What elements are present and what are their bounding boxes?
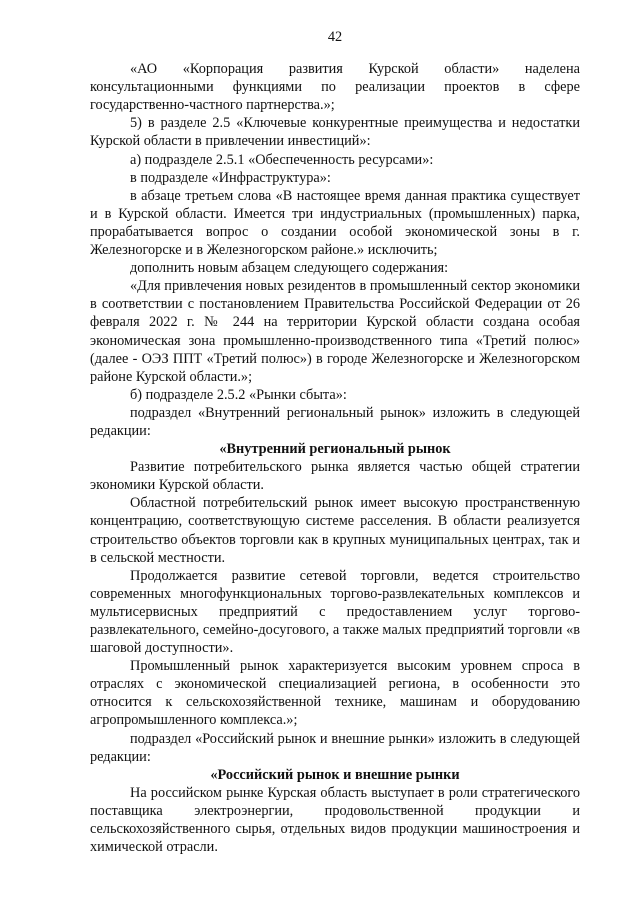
paragraph: подраздел «Российский рынок и внешние рынки» изложить в следующей редакции:: [90, 730, 580, 765]
paragraph: б) подразделе 2.5.2 «Рынки сбыта»:: [130, 386, 347, 403]
paragraph: в подразделе «Инфраструктура»:: [130, 169, 331, 186]
paragraph: Развитие потребительского рынка является частью общей стратегии экономики Курской области.: [90, 459, 580, 494]
paragraph: дополнить новым абзацем следующего содержания:: [130, 260, 449, 277]
paragraph: «Для привлечения новых резидентов в промышленный сектор экономики в соответствии с постановлением Правительства Российской Федерации от 26 февраля 2022 г. № 244 на территории Курской области создана особая экономическая зона промышленно-производственного типа «Третий полюс» (далее - ОЭЗ ППТ «Третий полюс») в городе Железногорске и Железногорском районе Курской области.»;: [90, 278, 580, 385]
paragraph: Промышленный рынок характеризуется высоким уровнем спроса в отраслях с экономической специализацией региона, в особенности это относится к сельскохозяйственной технике, машинам и оборудованию агропромышленного комплекса.»;: [90, 658, 580, 729]
paragraph: Областной потребительский рынок имеет высокую пространственную концентрацию, соответствующую системе расселения. В области реализуется строительство объектов торговли как в крупных муниципальных центрах, так и в сельской местности.: [90, 495, 580, 566]
paragraph: На российском рынке Курская область выступает в роли стратегического поставщика электроэнергии, продовольственной продукции и сельскохозяйственного сырья, отдельных видов продукции машиностроения и химической отрасли.: [90, 784, 580, 856]
section-heading-russian-market: «Российский рынок и внешние рынки: [210, 766, 460, 783]
paragraph: в абзаце третьем слова «В настоящее время данная практика существует и в Курской области. Имеется три индустриальных (промышленных) парка, прорабатывается вопрос о создании особой экономической зоны в г. Железногорске и в Железногорском районе.» исключить;: [90, 187, 580, 259]
paragraph: а) подразделе 2.5.1 «Обеспеченность ресурсами»:: [130, 151, 434, 168]
paragraph: 5) в разделе 2.5 «Ключевые конкурентные преимущества и недостатки Курской области в привлечении инвестиций»:: [90, 115, 580, 150]
paragraph: «АО «Корпорация развития Курской области» наделена консультационными функциями по реализации проектов в сфере государственно-частного партнерства.»;: [90, 61, 580, 114]
page-number: 42: [327, 29, 343, 45]
paragraph: Продолжается развитие сетевой торговли, ведется строительство современных многофункциональных торгово-развлекательных комплексов и мультисервисных предприятий с предоставлением услуг торгово-развлекательного, семейно-досугового, а также малых предприятий торговли «в шаговой доступности».: [90, 567, 580, 657]
paragraph: подраздел «Внутренний региональный рынок» изложить в следующей редакции:: [90, 404, 580, 439]
section-heading-internal-market: «Внутренний региональный рынок: [219, 441, 451, 458]
